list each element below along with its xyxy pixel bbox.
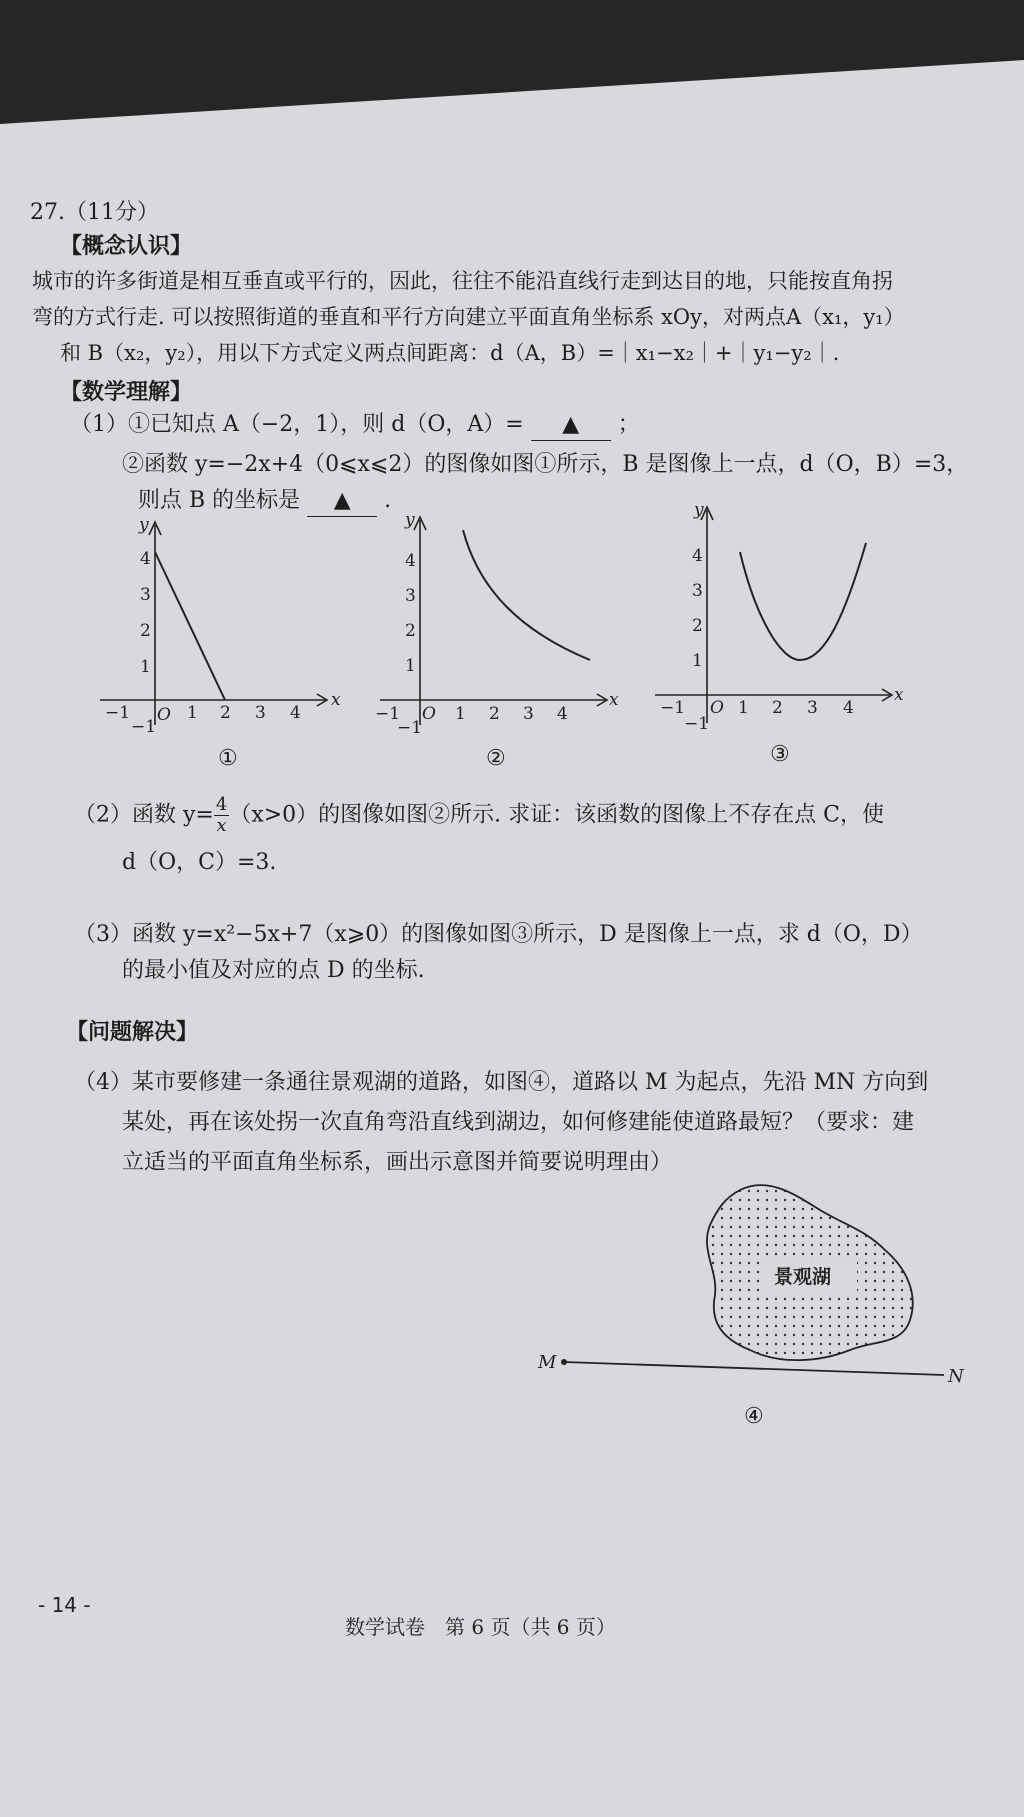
point-m-label: M (538, 1352, 557, 1373)
tick-x-2: 2 (489, 704, 500, 724)
tick-x-3: 3 (255, 703, 266, 723)
footer-title: 数学试卷 第 6 页（共 6 页） (345, 1615, 616, 1639)
question-2-line-2: d（O，C）=3. (122, 850, 277, 875)
tick-x-neg1: −1 (660, 698, 686, 718)
problem-number: 27.（11分） (30, 200, 159, 225)
lake-label: 景观湖 (774, 1266, 832, 1288)
math-heading: 【数学理解】 (60, 380, 193, 405)
fraction-numerator: 4 (215, 794, 228, 815)
question-1a-end: ； (617, 412, 640, 437)
point-m (561, 1359, 567, 1365)
question-1b: ②函数 y=−2x+4（0⩽x⩽2）的图像如图①所示，B 是图像上一点，d（O，B）=3， (122, 452, 969, 477)
question-1c-text: 则点 B 的坐标是 (138, 488, 301, 513)
question-2-rest: （x>0）的图像如图②所示. 求证：该函数的图像上不存在点 C，使 (229, 802, 884, 828)
x-axis-label: x (331, 690, 341, 710)
graph-3 (650, 495, 910, 740)
tick-x-4: 4 (557, 704, 568, 724)
background-table (0, 0, 1024, 160)
tick-y-neg1: −1 (397, 718, 423, 738)
tick-y-3: 3 (140, 585, 151, 605)
answer-blank-1: ▲ (531, 410, 611, 441)
tick-x-1: 1 (738, 698, 749, 718)
tick-x-3: 3 (807, 698, 818, 718)
question-1c-end: . (384, 488, 392, 513)
x-axis-label: x (894, 685, 904, 705)
graph-2 (375, 505, 625, 740)
tick-y-3: 3 (405, 586, 416, 606)
origin-label: O (710, 698, 724, 718)
parabola-curve (740, 543, 866, 660)
tick-x-neg1: −1 (105, 703, 131, 723)
concept-line-1: 城市的许多街道是相互垂直或平行的，因此，往往不能沿直线行走到达目的地，只能按直角拐 (32, 269, 893, 293)
x-axis-label: x (609, 690, 619, 710)
tick-y-neg1: −1 (684, 714, 710, 734)
tick-x-4: 4 (290, 703, 301, 723)
figure-1-label: ① (218, 746, 238, 771)
solve-heading: 【问题解决】 (66, 1020, 199, 1045)
tick-x-1: 1 (455, 704, 466, 724)
tick-y-2: 2 (140, 621, 151, 641)
tick-y-2: 2 (405, 621, 416, 641)
figure-3-label: ③ (770, 742, 790, 767)
fraction-denominator: x (216, 815, 227, 836)
tick-y-2: 2 (692, 616, 703, 636)
tick-y-1: 1 (692, 651, 703, 671)
lake-figure (530, 1170, 970, 1430)
origin-label: O (157, 705, 171, 725)
tick-y-1: 1 (140, 657, 151, 677)
fraction-4-over-x (214, 795, 229, 836)
segment-mn (564, 1362, 944, 1375)
tick-y-1: 1 (405, 656, 416, 676)
tick-x-4: 4 (843, 698, 854, 718)
figure-4-label: ④ (744, 1404, 764, 1429)
tick-x-1: 1 (187, 703, 198, 723)
tick-y-neg1: −1 (131, 717, 157, 737)
question-1a-text: （1）①已知点 A（−2，1），则 d（O，A）= (70, 412, 524, 437)
tick-y-4: 4 (140, 549, 151, 569)
figure-2-label: ② (486, 746, 506, 771)
question-3-line-2: 的最小值及对应的点 D 的坐标. (122, 958, 425, 983)
concept-line-3: 和 B（x₂，y₂），用以下方式定义两点间距离：d（A，B）=｜x₁−x₂｜+｜y₁−y₂｜. (60, 341, 840, 365)
graph-1 (95, 510, 345, 740)
question-4-line-3: 立适当的平面直角坐标系，画出示意图并简要说明理由） (122, 1150, 673, 1175)
concept-line-2: 弯的方式行走. 可以按照街道的垂直和平行方向建立平面直角坐标系 xOy，对两点A（x₁，y₁） (32, 305, 905, 329)
tick-x-3: 3 (523, 704, 534, 724)
origin-label: O (422, 704, 436, 724)
curve-4-over-x (463, 530, 590, 660)
point-n-label: N (948, 1366, 964, 1387)
line-y-neg2x-plus4 (155, 552, 225, 700)
answer-blank-2: ▲ (307, 486, 377, 517)
question-4-line-2: 某处，再在该处拐一次直角弯沿直线到湖边，如何修建能使道路最短？（要求：建 (122, 1110, 915, 1135)
y-axis-label: y (694, 500, 704, 520)
concept-heading: 【概念认识】 (60, 234, 193, 259)
question-3-line-1: （3）函数 y=x²−5x+7（x⩾0）的图像如图③所示，D 是图像上一点，求 d（O，D） (74, 922, 923, 947)
y-axis-label: y (405, 510, 415, 530)
tick-y-3: 3 (692, 581, 703, 601)
tick-x-neg1: −1 (375, 704, 401, 724)
tick-x-2: 2 (772, 698, 783, 718)
question-2-text: （2）函数 y= (74, 802, 214, 828)
question-2 (74, 795, 884, 836)
page-number: - 14 - (38, 1593, 91, 1617)
tick-y-4: 4 (405, 551, 416, 571)
question-1a (70, 410, 640, 441)
y-axis-label: y (139, 515, 149, 535)
tick-x-2: 2 (220, 703, 231, 723)
question-4-line-1: （4）某市要修建一条通往景观湖的道路，如图④，道路以 M 为起点，先沿 MN 方向到 (74, 1070, 929, 1095)
tick-y-4: 4 (692, 546, 703, 566)
